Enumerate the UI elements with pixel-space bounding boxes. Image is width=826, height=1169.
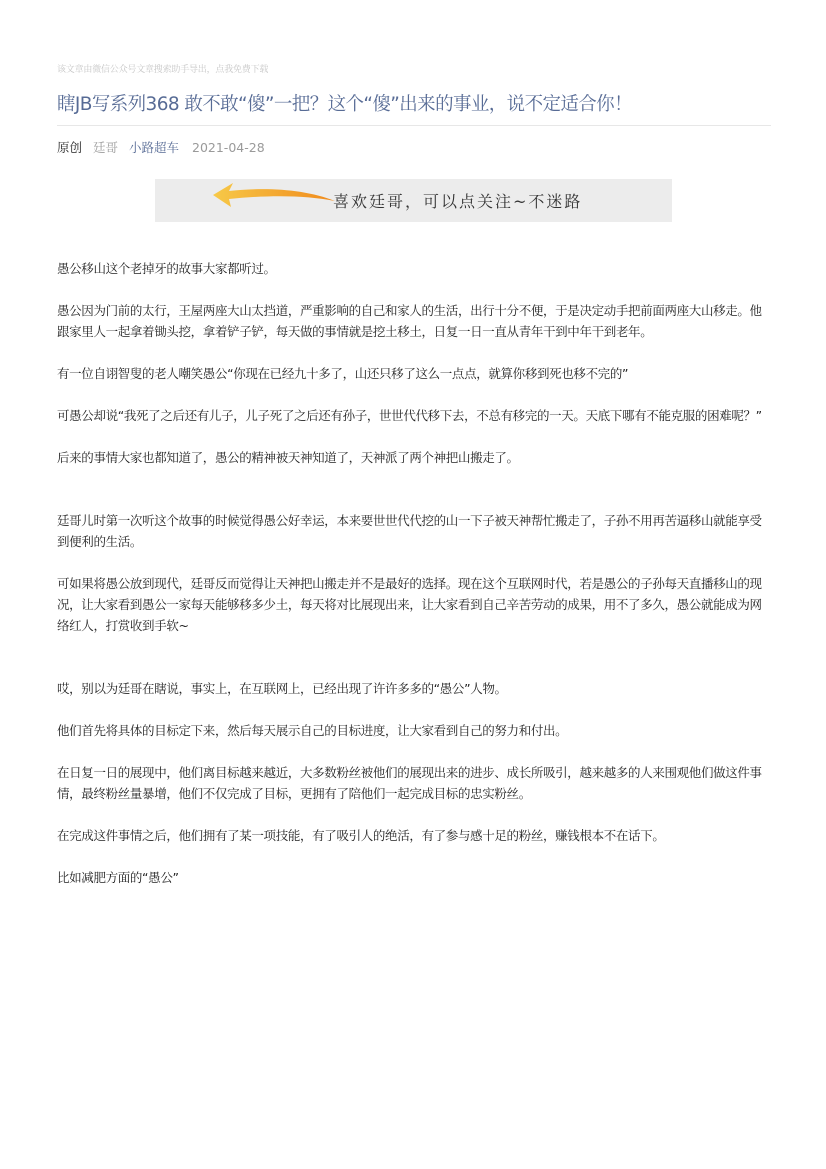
paragraph: 哎，别以为廷哥在瞎说，事实上，在互联网上，已经出现了许许多多的“愚公”人物。 bbox=[57, 681, 507, 696]
paragraph: 廷哥儿时第一次听这个故事的时候觉得愚公好幸运，本来要世世代代挖的山一下子被天神帮忙搬走了，子孙不用再苦逼移山就能享受到便利的生活。 bbox=[57, 513, 762, 549]
paragraph: 在完成这件事情之后，他们拥有了某一项技能，有了吸引人的绝活，有了参与感十足的粉丝，赚钱根本不在话下。 bbox=[57, 828, 665, 843]
follow-banner bbox=[155, 179, 672, 222]
paragraph: 有一位自诩智叟的老人嘲笑愚公“你现在已经九十多了，山还只移了这么一点点，就算你移到死也移不完的” bbox=[57, 366, 629, 381]
original-label: 原创 bbox=[57, 140, 83, 155]
export-notice-link[interactable]: 该文章由微信公众号文章搜索助手导出，点我免费下载 bbox=[57, 65, 269, 75]
article-meta bbox=[57, 140, 272, 156]
account-name-link[interactable]: 小路超车 bbox=[129, 140, 180, 155]
paragraph: 他们首先将具体的目标定下来，然后每天展示自己的目标进度，让大家看到自己的努力和付出。 bbox=[57, 723, 568, 738]
paragraph: 愚公因为门前的太行，王屋两座大山太挡道，严重影响的自己和家人的生活，出行十分不便，于是决定动手把前面两座大山移走。他跟家里人一起拿着锄头挖，拿着铲子铲，每天做的事情就是挖土移土，日复一日一直从青年干到中年干到老年。 bbox=[57, 303, 762, 339]
author-name: 廷哥 bbox=[93, 140, 119, 155]
banner-text: 喜欢廷哥，可以点关注~不迷路 bbox=[333, 192, 583, 211]
article-body bbox=[57, 258, 771, 888]
paragraph: 后来的事情大家也都知道了，愚公的精神被天神知道了，天神派了两个神把山搬走了。 bbox=[57, 450, 519, 465]
title-divider bbox=[57, 125, 771, 126]
arrow-icon bbox=[155, 179, 355, 222]
publish-date: 2021-04-28 bbox=[192, 140, 265, 155]
paragraph: 可如果将愚公放到现代，廷哥反而觉得让天神把山搬走并不是最好的选择。现在这个互联网时代，若是愚公的子孙每天直播移山的现况，让大家看到愚公一家每天能够移多少土，每天将对比展现出来，让大家看到自己辛苦劳动的成果，用不了多久，愚公就能成为网络红人，打赏收到手软~ bbox=[57, 576, 762, 633]
paragraph: 愚公移山这个老掉牙的故事大家都听过。 bbox=[57, 261, 276, 276]
paragraph: 可愚公却说“我死了之后还有儿子，儿子死了之后还有孙子，世世代代移下去，不总有移完的一天。天底下哪有不能克服的困难呢？” bbox=[57, 408, 762, 423]
paragraph: 在日复一日的展现中，他们离目标越来越近，大多数粉丝被他们的展现出来的进步、成长所吸引，越来越多的人来围观他们做这件事情，最终粉丝量暴增，他们不仅完成了目标，更拥有了陪他们一起完成目标的忠实粉丝。 bbox=[57, 765, 762, 801]
paragraph: 比如减肥方面的“愚公” bbox=[57, 870, 179, 885]
article-title: 瞎JB写系列368 敢不敢“傻”一把？这个“傻”出来的事业，说不定适合你！ bbox=[57, 94, 632, 115]
